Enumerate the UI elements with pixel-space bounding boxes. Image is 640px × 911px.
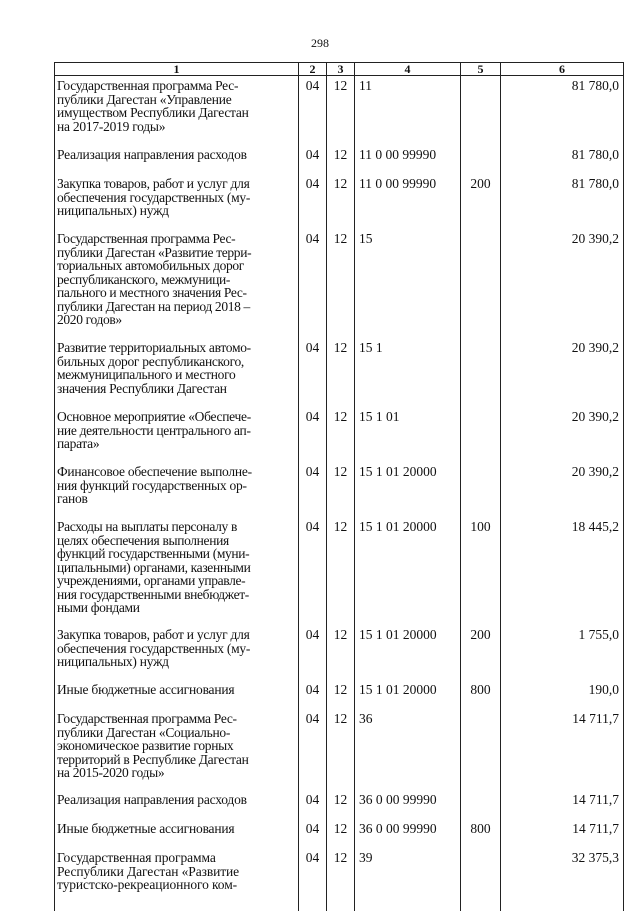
- row-amount-cell: 14 711,7: [501, 790, 624, 819]
- table-row: [55, 145, 624, 174]
- table-row: [55, 517, 624, 625]
- row-target-article-cell: 15 1 01 20000: [355, 625, 461, 680]
- row-name-cell: Расходы на выплаты персоналу в целях обеспечения выполнения функций государственными (муни- ципальными) органами, казенными учреждениями, органами управле- ния государственными внебюджет- ными фондами: [55, 517, 299, 625]
- row-name-cell: Реализация направления расходов: [55, 145, 299, 174]
- row-amount-cell: 14 711,7: [501, 709, 624, 790]
- row-section-cell: 04: [299, 338, 327, 407]
- row-expense-type-cell: [461, 145, 501, 174]
- row-name-cell: Основное мероприятие «Обеспече- ние деятельности центрального ап- парата»: [55, 407, 299, 462]
- table-row: [55, 790, 624, 819]
- header-row: [55, 63, 624, 76]
- header-col-4: 4: [355, 63, 461, 76]
- table-row: [55, 338, 624, 407]
- row-amount-cell: 14 711,7: [501, 819, 624, 848]
- row-expense-type-cell: [461, 848, 501, 911]
- row-subsection-cell: 12: [327, 819, 355, 848]
- table-row: [55, 76, 624, 146]
- row-target-article-cell: 15 1 01 20000: [355, 462, 461, 517]
- row-subsection-cell: 12: [327, 680, 355, 709]
- row-amount-cell: 81 780,0: [501, 174, 624, 229]
- header-col-3: 3: [327, 63, 355, 76]
- row-section-cell: 04: [299, 174, 327, 229]
- row-expense-type-cell: [461, 407, 501, 462]
- row-subsection-cell: 12: [327, 517, 355, 625]
- row-expense-type-cell: [461, 76, 501, 146]
- row-amount-cell: 18 445,2: [501, 517, 624, 625]
- row-target-article-cell: 11 0 00 99990: [355, 174, 461, 229]
- table-row: [55, 174, 624, 229]
- row-expense-type-cell: [461, 709, 501, 790]
- page-number: 298: [0, 36, 640, 51]
- row-section-cell: 04: [299, 229, 327, 338]
- row-section-cell: 04: [299, 76, 327, 146]
- row-name-cell: Закупка товаров, работ и услуг для обеспечения государственных (му- ниципальных) нужд: [55, 174, 299, 229]
- row-amount-cell: 190,0: [501, 680, 624, 709]
- table-body: [55, 76, 624, 911]
- row-target-article-cell: 15 1: [355, 338, 461, 407]
- row-subsection-cell: 12: [327, 790, 355, 819]
- row-target-article-cell: 36 0 00 99990: [355, 790, 461, 819]
- row-target-article-cell: 15: [355, 229, 461, 338]
- row-amount-cell: 20 390,2: [501, 462, 624, 517]
- row-section-cell: 04: [299, 790, 327, 819]
- header-col-6: 6: [501, 63, 624, 76]
- row-section-cell: 04: [299, 145, 327, 174]
- row-name-cell: Государственная программа Рес- публики Дагестан «Развитие терри- ториальных автомобильных дорог республиканского, межмуници- пального и местного значения Рес- публики Дагестан на период 2018 – 2020 годов»: [55, 229, 299, 338]
- table-row: [55, 680, 624, 709]
- row-name-cell: Иные бюджетные ассигнования: [55, 680, 299, 709]
- row-expense-type-cell: 100: [461, 517, 501, 625]
- table-row: [55, 229, 624, 338]
- row-expense-type-cell: 200: [461, 625, 501, 680]
- row-name-cell: Развитие территориальных автомо- бильных дорог республиканского, межмуниципального и местного значения Республики Дагестан: [55, 338, 299, 407]
- row-amount-cell: 81 780,0: [501, 145, 624, 174]
- header-col-1: 1: [55, 63, 299, 76]
- row-section-cell: 04: [299, 680, 327, 709]
- row-section-cell: 04: [299, 407, 327, 462]
- row-amount-cell: 20 390,2: [501, 338, 624, 407]
- header-col-2: 2: [299, 63, 327, 76]
- row-target-article-cell: 11: [355, 76, 461, 146]
- row-subsection-cell: 12: [327, 229, 355, 338]
- row-section-cell: 04: [299, 848, 327, 911]
- row-name-cell: Реализация направления расходов: [55, 790, 299, 819]
- table-row: [55, 819, 624, 848]
- row-name-cell: Закупка товаров, работ и услуг для обеспечения государственных (му- ниципальных) нужд: [55, 625, 299, 680]
- row-subsection-cell: 12: [327, 145, 355, 174]
- row-section-cell: 04: [299, 709, 327, 790]
- table-row: [55, 625, 624, 680]
- header-col-5: 5: [461, 63, 501, 76]
- row-amount-cell: 20 390,2: [501, 229, 624, 338]
- row-name-cell: Иные бюджетные ассигнования: [55, 819, 299, 848]
- row-target-article-cell: 15 1 01 20000: [355, 517, 461, 625]
- row-subsection-cell: 12: [327, 76, 355, 146]
- table-row: [55, 848, 624, 911]
- row-expense-type-cell: [461, 229, 501, 338]
- row-subsection-cell: 12: [327, 338, 355, 407]
- row-expense-type-cell: [461, 462, 501, 517]
- row-name-cell: Государственная программа Рес- публики Дагестан «Управление имуществом Республики Дагестан на 2017-2019 годы»: [55, 76, 299, 146]
- row-expense-type-cell: 800: [461, 680, 501, 709]
- row-name-cell: Финансовое обеспечение выполне- ния функций государственных ор- ганов: [55, 462, 299, 517]
- budget-table: [54, 62, 624, 911]
- row-amount-cell: 1 755,0: [501, 625, 624, 680]
- row-subsection-cell: 12: [327, 407, 355, 462]
- row-expense-type-cell: [461, 338, 501, 407]
- table-row: [55, 462, 624, 517]
- row-section-cell: 04: [299, 462, 327, 517]
- row-amount-cell: 20 390,2: [501, 407, 624, 462]
- row-target-article-cell: 15 1 01: [355, 407, 461, 462]
- row-name-cell: Государственная программа Рес- публики Дагестан «Социально- экономическое развитие горных территорий в Республике Дагестан на 2015-2020 годы»: [55, 709, 299, 790]
- row-subsection-cell: 12: [327, 709, 355, 790]
- row-subsection-cell: 12: [327, 625, 355, 680]
- table-row: [55, 407, 624, 462]
- row-subsection-cell: 12: [327, 848, 355, 911]
- row-amount-cell: 81 780,0: [501, 76, 624, 146]
- row-expense-type-cell: 800: [461, 819, 501, 848]
- row-subsection-cell: 12: [327, 174, 355, 229]
- row-amount-cell: 32 375,3: [501, 848, 624, 911]
- row-name-cell: Государственная программа Республики Дагестан «Развитие туристско-рекреационного ком-: [55, 848, 299, 911]
- row-section-cell: 04: [299, 819, 327, 848]
- row-expense-type-cell: 200: [461, 174, 501, 229]
- table-row: [55, 709, 624, 790]
- row-target-article-cell: 39: [355, 848, 461, 911]
- row-target-article-cell: 11 0 00 99990: [355, 145, 461, 174]
- row-section-cell: 04: [299, 625, 327, 680]
- row-target-article-cell: 15 1 01 20000: [355, 680, 461, 709]
- row-section-cell: 04: [299, 517, 327, 625]
- row-target-article-cell: 36: [355, 709, 461, 790]
- row-subsection-cell: 12: [327, 462, 355, 517]
- row-target-article-cell: 36 0 00 99990: [355, 819, 461, 848]
- row-expense-type-cell: [461, 790, 501, 819]
